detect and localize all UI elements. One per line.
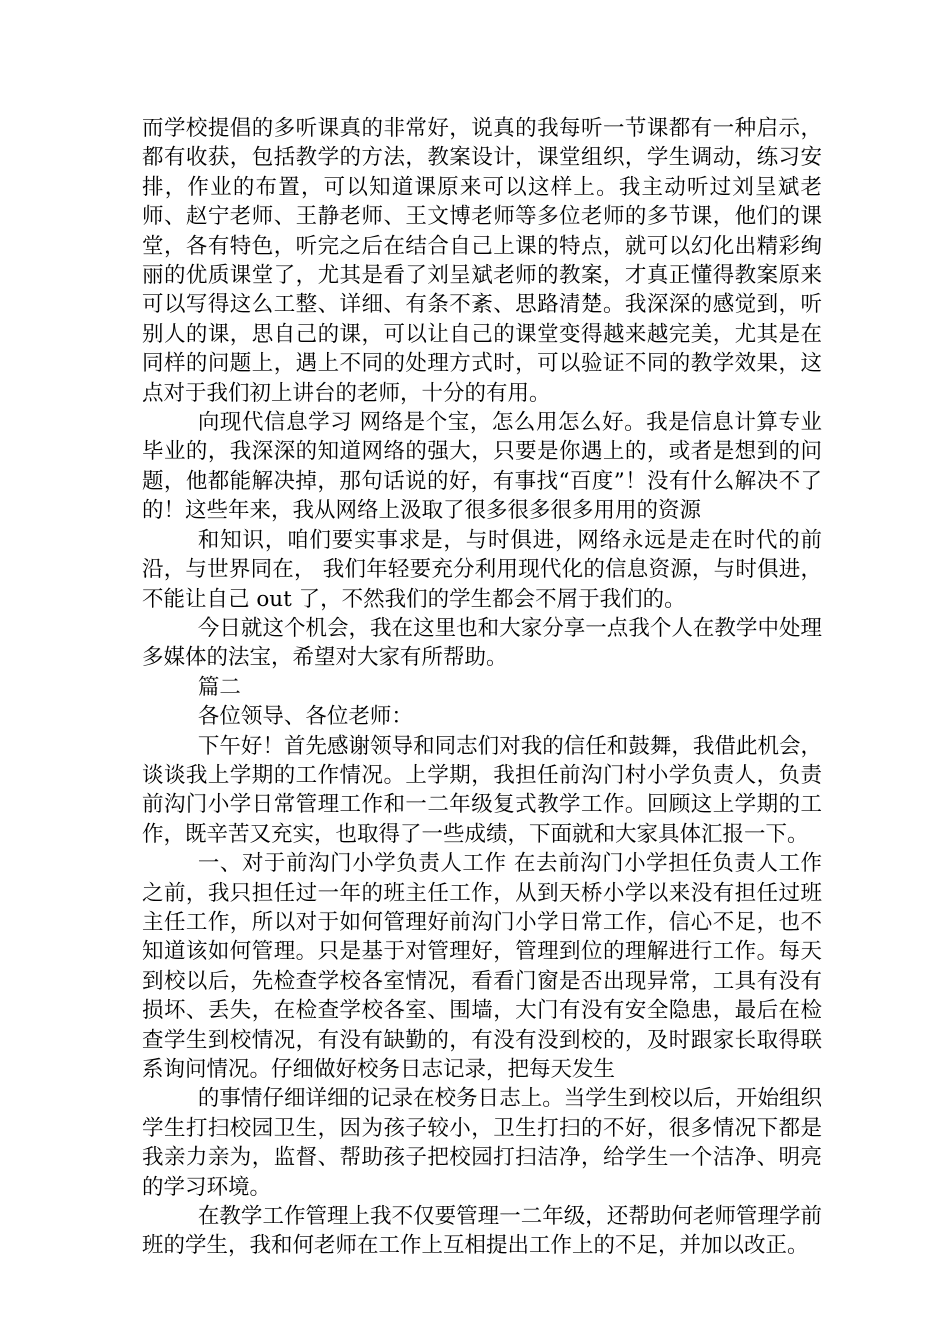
paragraph-listening-lessons: 而学校提倡的多听课真的非常好，说真的我每听一节课都有一种启示，都有收获，包括教学的方法，教案设计，课堂组织，学生调动，练习安排，作业的布置，可以知道课原来可以这样上。我主动听过刘呈斌老师、赵宁老师、王静老师、王文博老师等多位老师的多节课，他们的课堂，各有特色，听完之后在结合自己上课的特点，就可以幻化出精彩绚丽的优质课堂了，尤其是看了刘呈斌老师的教案，才真正懂得教案原来可以写得这么工整、详细、有条不紊、思路清楚。我深深的感觉到，听别人的课，思自己的课，可以让自己的课堂变得越来越完美，尤其是在同样的问题上，遇上不同的处理方式时，可以验证不同的教学效果，这点对于我们初上讲台的老师，十分的有用。 — [142, 116, 822, 406]
paragraph-daily-records: 的事情仔细详细的记录在校务日志上。当学生到校以后，开始组织学生打扫校园卫生，因为孩子较小，卫生打扫的不好，很多情况下都是我亲力亲为，监督、帮助孩子把校园打扫洁净，给学生一个洁净、明亮的学习环境。 — [142, 1086, 822, 1200]
paragraph-teaching-management: 在教学工作管理上我不仅要管理一二年级，还帮助何老师管理学前班的学生，我和何老师在工作上互相提出工作上的不足，并加以改正。 — [142, 1204, 822, 1259]
paragraph-sharing: 今日就这个机会，我在这里也和大家分享一点我个人在教学中处理多媒体的法宝，希望对大家有所帮助。 — [142, 615, 822, 671]
paragraph-internet-knowledge: 和知识，咱们要实事求是，与时俱进，网络永远是走在时代的前沿，与世界同在， 我们年轻要充分利用现代化的信息资源，与时俱进，不能让自己 out 了，不然我们的学生都会不屑于我们的。 — [142, 527, 822, 612]
section-heading-part-two: 篇二 — [197, 674, 241, 700]
paragraph-salutation: 各位领导、各位老师： — [197, 704, 413, 730]
paragraph-internet-learning: 向现代信息学习 网络是个宝，怎么用怎么好。我是信息计算专业毕业的，我深深的知道网络的强大，只要是你遇上的，或者是想到的问题，他都能解决掉，那句话说的好，有事找“百度”！没有什么解决不了的！这些年来，我从网络上汲取了很多很多很多用用的资源 — [142, 410, 822, 524]
paragraph-management-work: 一、对于前沟门小学负责人工作 在去前沟门小学担任负责人工作之前，我只担任过一年的班主任工作，从到天桥小学以来没有担任过班主任工作，所以对于如何管理好前沟门小学日常工作，信心不足，也不知道该如何管理。只是基于对管理好，管理到位的理解进行工作。每天到校以后，先检查学校各室情况，看看门窗是否出现异常，工具有没有损坏、丢失，在检查学校各室、围墙，大门有没有安全隐患，最后在检查学生到校情况，有没有缺勤的，有没有没到校的，及时跟家长取得联系询问情况。仔细做好校务日志记录，把每天发生 — [142, 851, 822, 1082]
document-body — [142, 114, 822, 1261]
paragraph-greeting: 下午好！首先感谢领导和同志们对我的信任和鼓舞，我借此机会，谈谈我上学期的工作情况。上学期，我担任前沟门村小学负责人，负责前沟门小学日常管理工作和一二年级复式教学工作。回顾这上学期的工作，既辛苦又充实，也取得了一些成绩，下面就和大家具体汇报一下。 — [142, 733, 822, 847]
